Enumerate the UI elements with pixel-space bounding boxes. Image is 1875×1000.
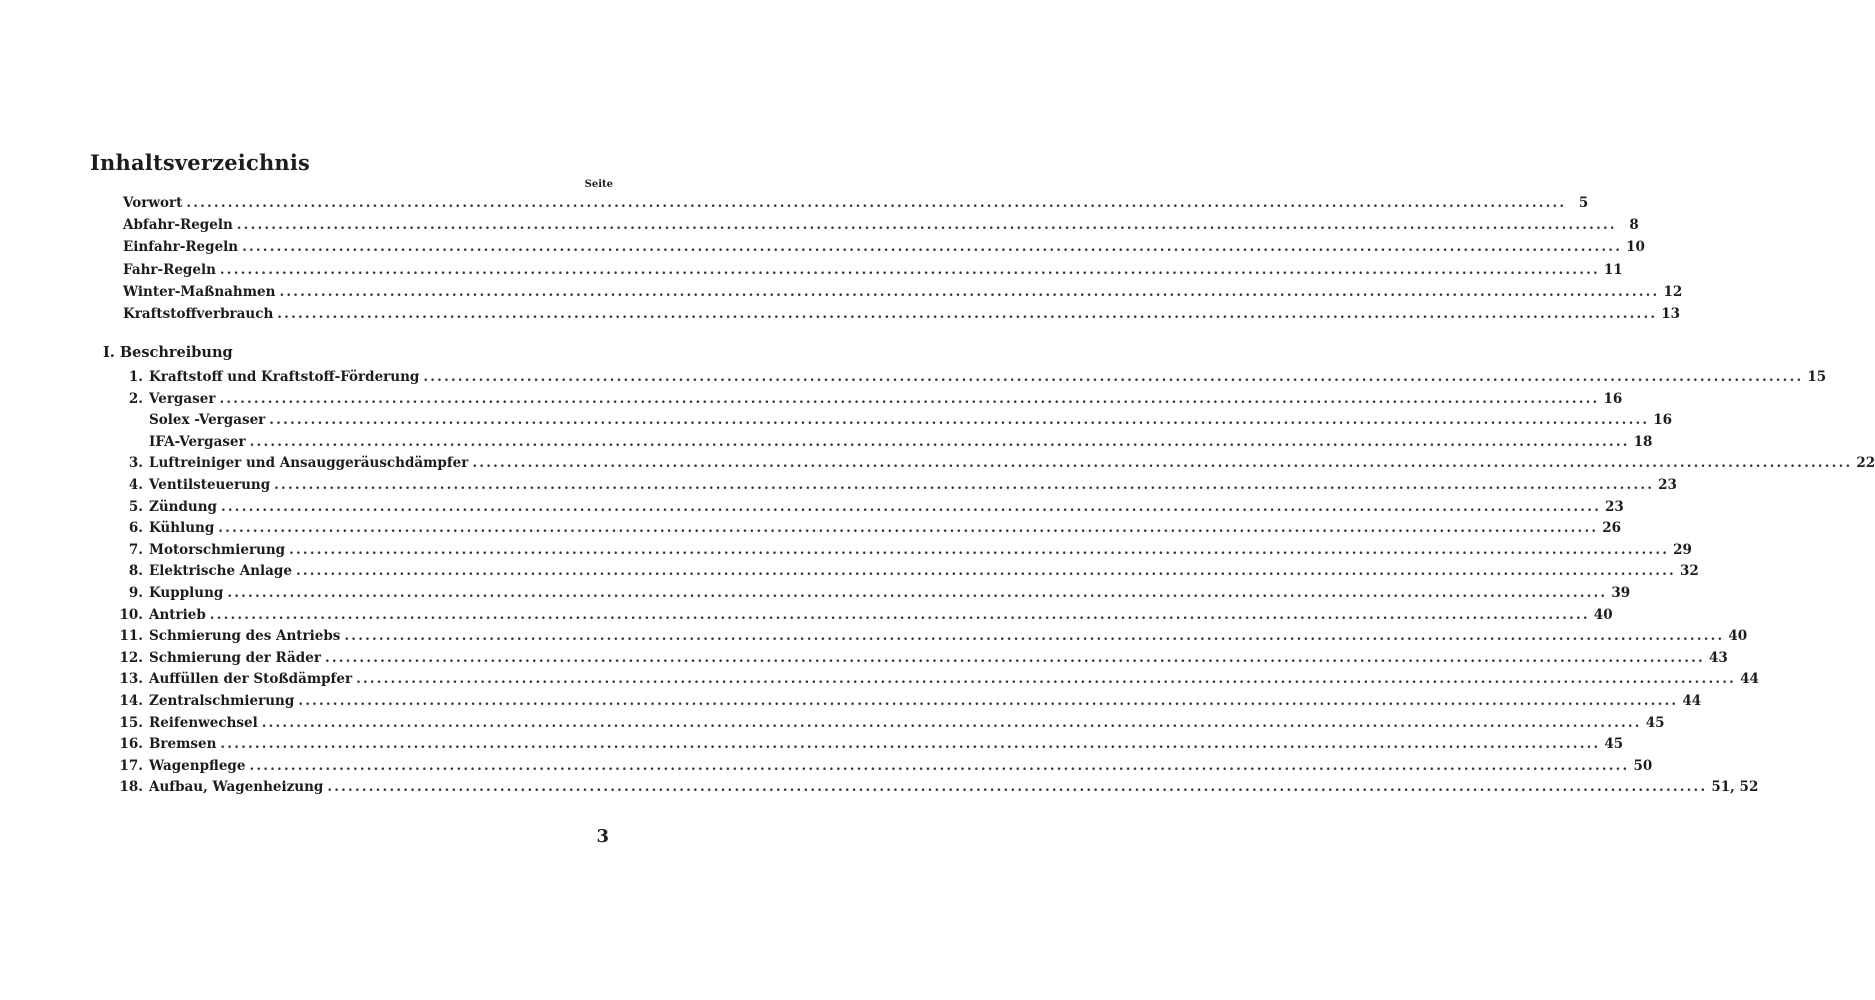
- dot-leader: ........................................................................................................................................................................................................: [298, 693, 1679, 709]
- toc-entry: [123, 217, 1639, 239]
- toc-entry-page: 40: [1728, 628, 1748, 645]
- toc-entry: [123, 239, 1645, 261]
- toc-entry-page: 26: [1602, 520, 1622, 537]
- toc-entry-label: Zündung: [149, 498, 217, 515]
- toc-entry-label: Vergaser: [149, 390, 216, 407]
- toc-entry-page: 44: [1740, 671, 1759, 688]
- toc-entry-number: 13.: [119, 671, 143, 688]
- toc-entry-label: Kraftstoffverbrauch: [123, 306, 274, 322]
- toc-entry-label: IFA-Vergaser: [149, 433, 246, 450]
- toc-entry: [123, 306, 1681, 328]
- toc-entry-page: 45: [1645, 714, 1665, 731]
- toc-entry-number: 12.: [119, 649, 143, 666]
- toc-entry: [119, 649, 1728, 672]
- page-number: 3: [596, 826, 609, 847]
- toc-entry: [123, 261, 1623, 284]
- toc-entry-number: 5.: [128, 498, 143, 515]
- toc-entry: [149, 412, 1673, 434]
- toc-entry-label: Auffüllen der Stoßdämpfer: [149, 671, 353, 688]
- toc-entry: [119, 736, 1624, 758]
- toc-entry-label: Kupplung: [149, 585, 224, 601]
- toc-entry-page: 50: [1633, 757, 1653, 774]
- toc-entry-number: 6.: [128, 520, 143, 537]
- toc-entry: [123, 283, 1683, 306]
- toc-entry: [119, 757, 1653, 780]
- toc-entry-label: Antrieb: [149, 606, 206, 623]
- toc-entry-page: 12: [1663, 283, 1683, 300]
- toc-entry-label: Motorschmierung: [149, 541, 286, 558]
- toc-entry: [128, 390, 1623, 413]
- toc-entry: [128, 498, 1624, 521]
- toc-entry: [119, 693, 1702, 715]
- dot-leader: ........................................................................................................................................................................................................: [279, 283, 1660, 300]
- toc-entry-page: 13: [1661, 306, 1681, 322]
- toc-entry-number: 7.: [128, 541, 143, 558]
- dot-leader: ........................................................................................................................................................................................................: [236, 217, 1617, 234]
- dot-leader: ........................................................................................................................................................................................................: [344, 628, 1725, 645]
- dot-leader: ........................................................................................................................................................................................................: [269, 412, 1650, 429]
- toc-entry: [128, 563, 1699, 585]
- toc-entry-number: 14.: [119, 693, 143, 709]
- toc-entry-label: Wagenpflege: [149, 757, 246, 774]
- toc-entry: [119, 628, 1748, 650]
- toc-entry: [149, 433, 1653, 456]
- dot-leader: ........................................................................................................................................................................................................: [219, 390, 1600, 407]
- toc-entry-page: 23: [1605, 498, 1624, 515]
- toc-entry-label: Reifenwechsel: [149, 714, 258, 731]
- toc-entry-label: Luftreiniger und Ansauggeräuschdämpfer: [149, 455, 469, 472]
- toc-entry-page: 44: [1682, 693, 1702, 709]
- toc-entry-page: 51, 52: [1711, 779, 1759, 796]
- toc-entry-label: Kraftstoff und Kraftstoff-Förderung: [149, 369, 420, 385]
- toc-entry-label: Winter-Maßnahmen: [123, 283, 276, 300]
- dot-leader: ........................................................................................................................................................................................................: [220, 736, 1601, 753]
- dot-leader: ........................................................................................................................................................................................................: [324, 649, 1705, 666]
- toc-entry-number: 11.: [119, 628, 143, 645]
- toc-entry-number: 16.: [119, 736, 143, 753]
- toc-entry-label: Solex -Vergaser: [149, 412, 266, 429]
- toc-entry-page: 18: [1633, 433, 1653, 450]
- toc-entry-number: 18.: [119, 779, 143, 796]
- toc-entry: [119, 671, 1759, 693]
- toc-entry: [128, 455, 1875, 477]
- dot-leader: ........................................................................................................................................................................................................: [186, 195, 1567, 211]
- dot-leader: ........................................................................................................................................................................................................: [249, 757, 1630, 774]
- toc-entry-label: Ventilsteuerung: [149, 477, 271, 493]
- toc-entry: [128, 585, 1631, 607]
- toc-entry-page: 29: [1673, 541, 1692, 558]
- toc-entry-label: Einfahr-Regeln: [123, 239, 239, 256]
- section-heading: I. Beschreibung: [103, 344, 233, 361]
- toc-entry-page: 15: [1807, 369, 1827, 385]
- dot-leader: ........................................................................................................................................................................................................: [249, 433, 1630, 450]
- toc-entry-page: 10: [1626, 239, 1645, 256]
- toc-entry-label: Kühlung: [149, 520, 215, 537]
- dot-leader: ........................................................................................................................................................................................................: [472, 455, 1853, 472]
- dot-leader: ........................................................................................................................................................................................................: [221, 498, 1601, 515]
- toc-entry-page: 39: [1611, 585, 1631, 601]
- dot-leader: ........................................................................................................................................................................................................: [218, 520, 1599, 537]
- toc-entry-page: 11: [1603, 261, 1623, 278]
- toc-entry-number: 9.: [128, 585, 143, 601]
- toc-entry-page: 16: [1653, 412, 1673, 429]
- dot-leader: ........................................................................................................................................................................................................: [209, 606, 1590, 623]
- toc-entry-label: Schmierung der Räder: [149, 649, 321, 666]
- toc-entry: [123, 195, 1589, 217]
- dot-leader: ........................................................................................................................................................................................................: [227, 585, 1608, 601]
- dot-leader: ........................................................................................................................................................................................................: [242, 239, 1623, 256]
- toc-entry-page: 40: [1593, 606, 1613, 623]
- toc-entry-label: Vorwort: [123, 195, 183, 211]
- toc-entry-number: 15.: [119, 714, 143, 731]
- toc-entry: [119, 714, 1665, 737]
- toc-entry-page: 16: [1603, 390, 1623, 407]
- toc-entry: [128, 477, 1677, 499]
- toc-entry-number: 2.: [128, 390, 143, 407]
- toc-entry-label: Abfahr-Regeln: [123, 217, 233, 234]
- toc-entry: [128, 541, 1692, 564]
- toc-entry: [119, 779, 1759, 801]
- toc-entry-label: Fahr-Regeln: [123, 261, 216, 278]
- toc-entry-page: 8: [1629, 217, 1639, 234]
- toc-entry-label: Bremsen: [149, 736, 217, 753]
- dot-leader: ........................................................................................................................................................................................................: [219, 261, 1600, 278]
- dot-leader: ........................................................................................................................................................................................................: [327, 779, 1708, 796]
- toc-entry-number: 17.: [119, 757, 143, 774]
- toc-entry-number: 1.: [128, 369, 143, 385]
- toc-entry-label: Zentralschmierung: [149, 693, 295, 709]
- dot-leader: ........................................................................................................................................................................................................: [274, 477, 1655, 493]
- page-title: Inhaltsverzeichnis: [90, 150, 311, 175]
- toc-entry-page: 45: [1604, 736, 1624, 753]
- toc-entry: [119, 606, 1613, 629]
- toc-entry: [128, 520, 1622, 542]
- toc-entry-page: 43: [1708, 649, 1728, 666]
- toc-entry-page: 5: [1578, 195, 1589, 211]
- toc-entry-page: 22: [1856, 455, 1875, 472]
- toc-entry-number: 4.: [128, 477, 143, 493]
- dot-leader: ........................................................................................................................................................................................................: [277, 306, 1658, 322]
- toc-entry-page: 32: [1679, 563, 1699, 580]
- dot-leader: ........................................................................................................................................................................................................: [295, 563, 1676, 580]
- toc-entry-page: 23: [1658, 477, 1677, 493]
- dot-leader: ........................................................................................................................................................................................................: [261, 714, 1642, 731]
- toc-entry-label: Elektrische Anlage: [149, 563, 292, 580]
- toc-entry-label: Aufbau, Wagenheizung: [149, 779, 324, 796]
- toc-entry-number: 10.: [119, 606, 143, 623]
- dot-leader: ........................................................................................................................................................................................................: [356, 671, 1737, 688]
- dot-leader: ........................................................................................................................................................................................................: [289, 541, 1670, 558]
- toc-entry: [128, 369, 1827, 391]
- toc-entry-number: 3.: [128, 455, 143, 472]
- toc-entry-number: 8.: [128, 563, 143, 580]
- page-column-label: Seite: [584, 179, 613, 190]
- toc-entry-label: Schmierung des Antriebs: [149, 628, 341, 645]
- dot-leader: ........................................................................................................................................................................................................: [423, 369, 1804, 385]
